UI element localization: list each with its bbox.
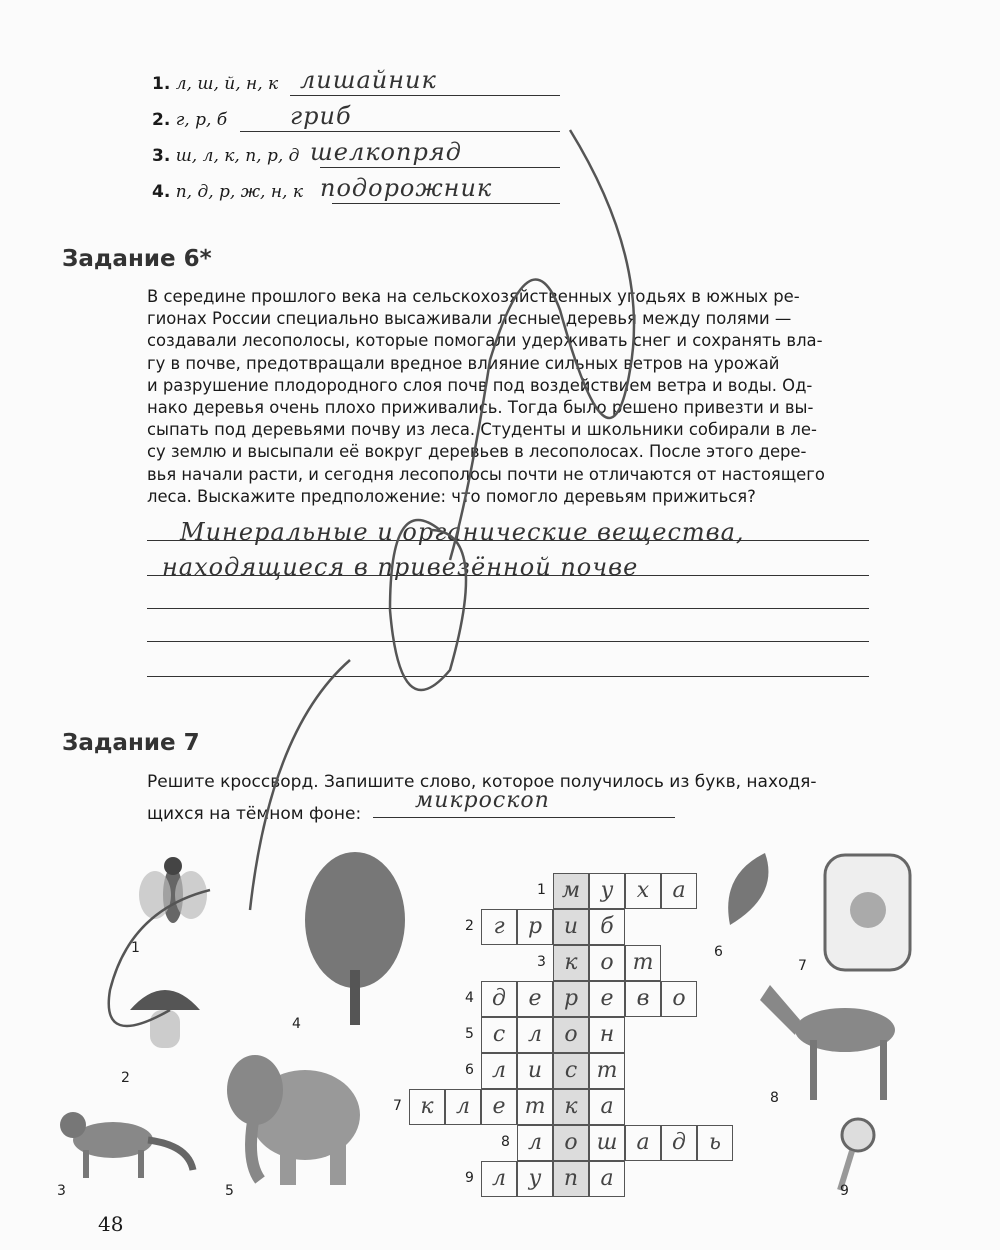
- clue-number: 3: [537, 954, 546, 970]
- item-number: 3.: [152, 146, 171, 166]
- task6-answer-line-2: находящиеся в привезённой почве: [162, 553, 639, 581]
- picture-label-6: 6: [714, 944, 723, 960]
- crossword-cell[interactable]: х: [625, 873, 661, 909]
- task6-text-line: В середине прошлого века на сельскохозяйственных угодьях в южных ре-: [147, 287, 800, 306]
- task6-text-line: гионах России специально высаживали лесные деревья между полями —: [147, 309, 792, 329]
- crossword-cell[interactable]: а: [589, 1161, 625, 1197]
- crossword-cell[interactable]: с: [553, 1053, 589, 1089]
- task7-answer[interactable]: микроскоп: [415, 788, 550, 813]
- crossword-cell[interactable]: р: [517, 909, 553, 945]
- task6-text-line: создавали лесополосы, которые помогали удерживать снег и сохранять вла-: [147, 331, 823, 351]
- item-letters: г, р, б: [175, 110, 228, 130]
- task6-answer-line-1: Минеральные и органические вещества,: [180, 518, 745, 546]
- crossword-cell[interactable]: т: [625, 945, 661, 981]
- crossword-cell[interactable]: е: [481, 1089, 517, 1125]
- crossword-cell[interactable]: б: [589, 909, 625, 945]
- clue-number: 9: [465, 1170, 474, 1186]
- crossword-cell[interactable]: л: [445, 1089, 481, 1125]
- crossword-cell[interactable]: т: [589, 1053, 625, 1089]
- word-item: [152, 74, 278, 94]
- crossword-cell[interactable]: с: [481, 1017, 517, 1053]
- crossword-cell[interactable]: о: [553, 1125, 589, 1161]
- crossword-cell[interactable]: у: [589, 873, 625, 909]
- word-answer[interactable]: гриб: [290, 102, 352, 130]
- crossword-cell[interactable]: и: [517, 1053, 553, 1089]
- crossword-cell[interactable]: п: [553, 1161, 589, 1197]
- crossword-cell[interactable]: л: [481, 1161, 517, 1197]
- crossword-cell[interactable]: о: [589, 945, 625, 981]
- word-answer[interactable]: лишайник: [300, 66, 437, 94]
- task6-text-line: леса. Выскажите предположение: что помогло деревьям прижиться?: [147, 486, 756, 506]
- item-number: 1.: [152, 74, 171, 94]
- crossword-cell[interactable]: к: [409, 1089, 445, 1125]
- item-letters: л, ш, й, н, к: [175, 74, 279, 94]
- task7-title: Задание 7: [62, 730, 200, 756]
- clue-number: 8: [501, 1134, 510, 1150]
- word-answer[interactable]: подорожник: [320, 174, 493, 202]
- item-number: 2.: [152, 110, 171, 130]
- task7-line-1: Решите кроссворд. Запишите слово, которое получилось из букв, находя-: [147, 772, 817, 792]
- crossword-cell[interactable]: в: [625, 981, 661, 1017]
- picture-label-3: 3: [57, 1183, 66, 1199]
- item-letters: п, д, р, ж, н, к: [175, 182, 304, 202]
- picture-label-5: 5: [225, 1183, 234, 1199]
- task6-title: Задание 6*: [62, 246, 212, 272]
- crossword-cell[interactable]: и: [553, 909, 589, 945]
- task6-text-line: вья начали расти, и сегодня лесополосы почти не отличаются от настоящего: [147, 464, 825, 484]
- picture-label-8: 8: [770, 1090, 779, 1106]
- picture-label-2: 2: [121, 1070, 130, 1086]
- crossword-cell[interactable]: ь: [697, 1125, 733, 1161]
- picture-label-9: 9: [840, 1183, 849, 1199]
- horse-picture: [750, 975, 910, 1105]
- item-number: 4.: [152, 182, 171, 202]
- picture-label-1: 1: [131, 940, 140, 956]
- crossword-cell[interactable]: ш: [589, 1125, 625, 1161]
- crossword-cell[interactable]: е: [517, 981, 553, 1017]
- crossword-cell[interactable]: а: [625, 1125, 661, 1161]
- crossword-cell[interactable]: н: [589, 1017, 625, 1053]
- magnifier-picture: [830, 1115, 880, 1195]
- crossword-cell[interactable]: р: [553, 981, 589, 1017]
- picture-label-4: 4: [292, 1016, 301, 1032]
- clue-number: 1: [537, 882, 546, 898]
- crossword-cell[interactable]: л: [481, 1053, 517, 1089]
- clue-number: 5: [465, 1026, 474, 1042]
- crossword-cell[interactable]: а: [589, 1089, 625, 1125]
- clue-number: 6: [465, 1062, 474, 1078]
- page-number: 48: [98, 1212, 124, 1236]
- task6-text-line: и разрушение плодородного слоя почв под воздействием ветра и воды. Од-: [147, 375, 813, 395]
- task6-text-line: гу в почве, предотвращали вредное влияние сильных ветров на урожай: [147, 353, 780, 373]
- item-letters: ш, л, к, п, р, д: [175, 146, 300, 166]
- crossword-cell[interactable]: г: [481, 909, 517, 945]
- crossword-cell[interactable]: о: [553, 1017, 589, 1053]
- crossword-cell[interactable]: у: [517, 1161, 553, 1197]
- clue-number: 2: [465, 918, 474, 934]
- crossword-cell[interactable]: м: [553, 873, 589, 909]
- crossword-cell[interactable]: л: [517, 1017, 553, 1053]
- picture-label-7: 7: [798, 958, 807, 974]
- teacher-mark-scribble: [90, 110, 650, 1060]
- crossword-cell[interactable]: к: [553, 1089, 589, 1125]
- crossword-cell[interactable]: л: [517, 1125, 553, 1161]
- task6-text-line: нако деревья очень плохо приживались. Тогда было решено привезти и вы-: [147, 398, 814, 418]
- crossword-cell[interactable]: к: [553, 945, 589, 981]
- cat-picture: [48, 1100, 198, 1180]
- task6-text-line: су землю и высыпали её вокруг деревьев в лесополосах. После этого дере-: [147, 442, 807, 462]
- crossword-cell[interactable]: о: [661, 981, 697, 1017]
- task7-line-2: щихся на тёмном фоне:: [147, 804, 362, 824]
- crossword-cell[interactable]: д: [481, 981, 517, 1017]
- task6-text-line: сыпать под деревьями почву из леса. Студенты и школьники собирали в ле-: [147, 420, 817, 440]
- crossword-cell[interactable]: д: [661, 1125, 697, 1161]
- crossword-cell[interactable]: т: [517, 1089, 553, 1125]
- crossword-cell[interactable]: а: [661, 873, 697, 909]
- clue-number: 4: [465, 990, 474, 1006]
- elephant-picture: [215, 1040, 365, 1190]
- word-answer[interactable]: шелкопряд: [310, 138, 462, 166]
- leaf-picture: [720, 845, 780, 935]
- clue-number: 7: [393, 1098, 402, 1114]
- crossword-cell[interactable]: е: [589, 981, 625, 1017]
- cell-picture: [820, 850, 915, 975]
